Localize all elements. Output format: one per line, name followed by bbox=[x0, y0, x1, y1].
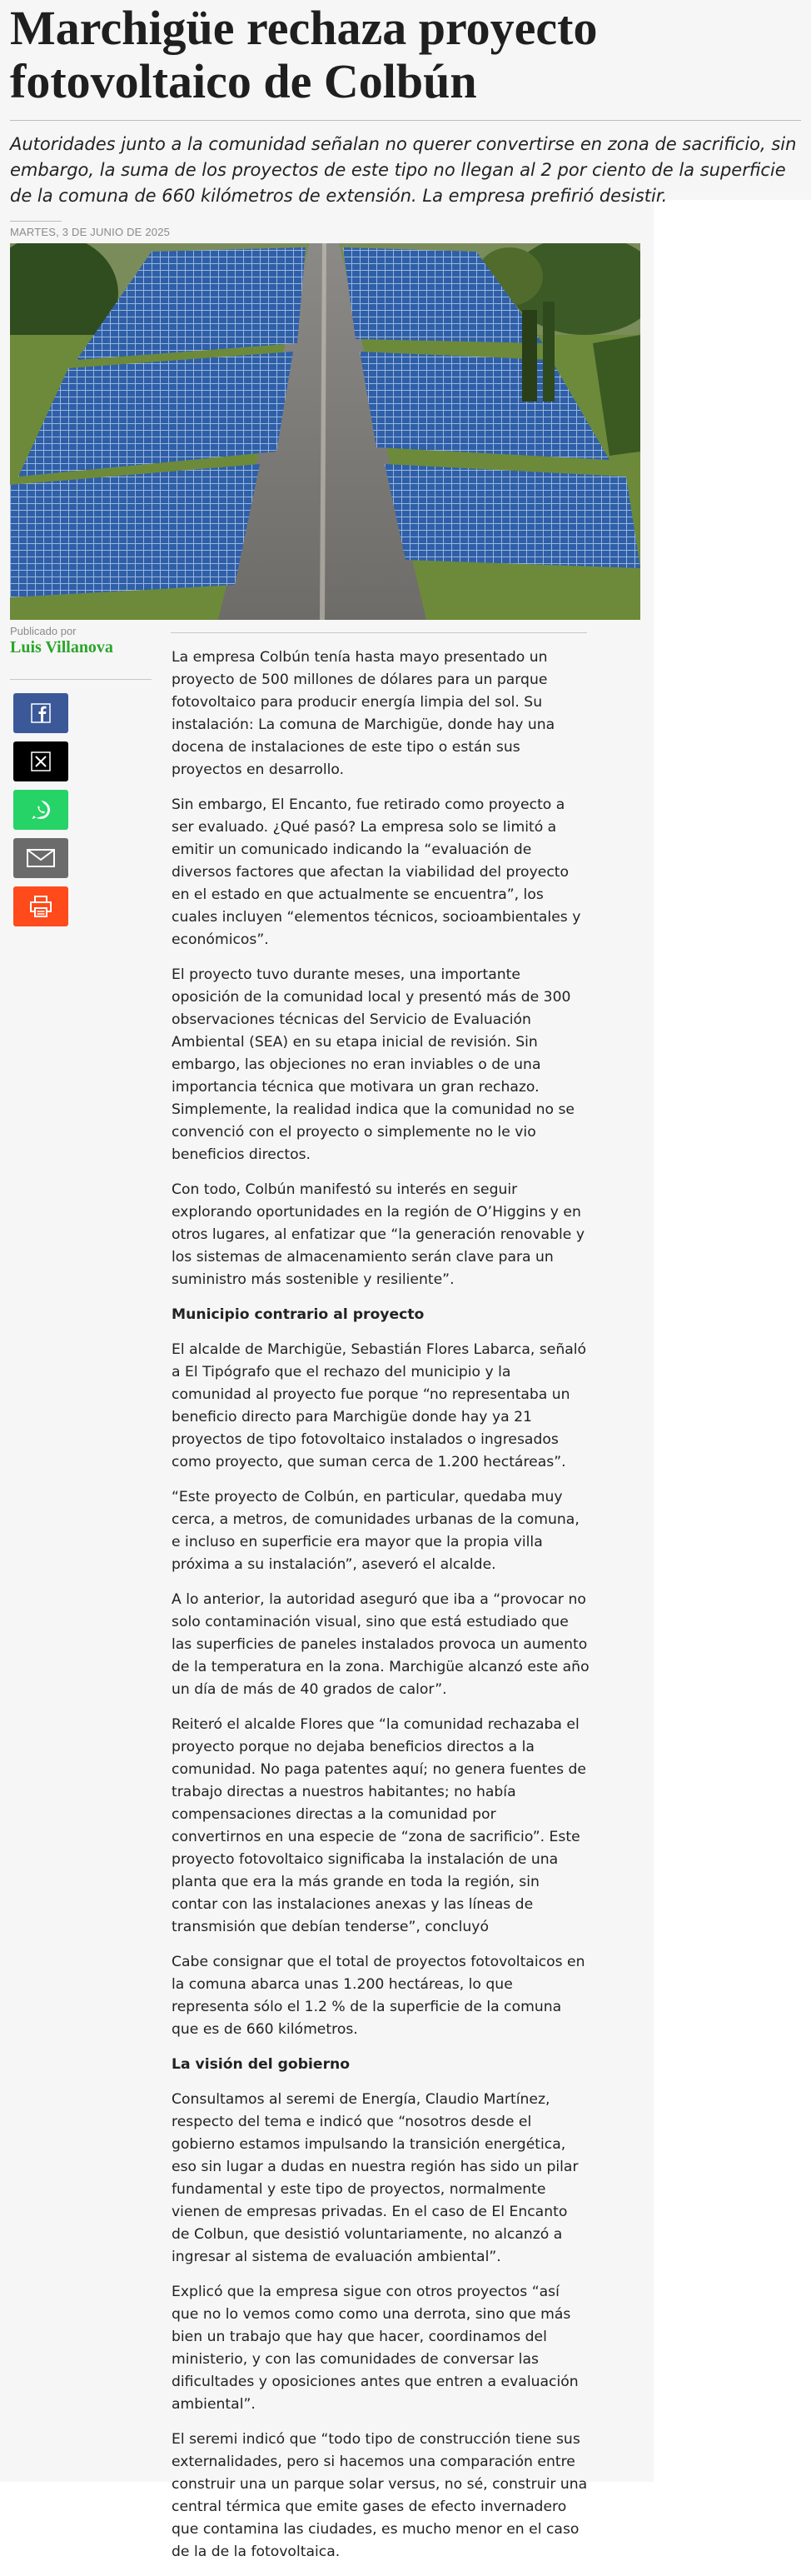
body-paragraph: “Este proyecto de Colbún, en particular, quedaba muy cerca, a metros, de comunidades urbanas de la comuna, e incluso en superficie era mayor que la propia villa próxima a su instalación”, aseveró el alcalde. bbox=[172, 1489, 580, 1573]
section-heading: Municipio contrario al proyecto bbox=[172, 1306, 425, 1323]
body-paragraph: La empresa Colbún tenía hasta mayo presentado un proyecto de 500 millones de dólares para un parque fotovoltaico para producir energía limpia del sol. Su instalación: La comuna de Marchigüe, donde hay una docena de instalaciones de este tipo o están sus proyectos en desarrollo. bbox=[172, 649, 555, 778]
body-paragraph: A lo anterior, la autoridad aseguró que iba a “provocar no solo contaminación visual, sino que está estudiado que las superficies de paneles instalados provoca un aumento de la temperatura en la zona. Marchigüe alcanzó este año un día de más de 40 grados de calor”. bbox=[172, 1591, 590, 1698]
body-paragraph: Reiteró el alcalde Flores que “la comunidad rechazaba el proyecto porque no dejaba beneficios directos a la comunidad. No paga patentes aquí; no genera fuentes de trabajo directas a nuestros habitantes; no había compensaciones directas a la comunidad por convertirnos en una especie de “zona de sacrificio”. Este proyecto fotovoltaico significaba la instalación de una planta que era la más grande en toda la región, sin contar con las instalaciones anexas y las líneas de transmisión que debían tenderse”, concluyó bbox=[172, 1716, 586, 1935]
facebook-icon bbox=[30, 702, 52, 724]
article-lead: Autoridades junto a la comunidad señalan no querer convertirse en zona de sacrificio, sin embargo, la suma de los proyectos de este tipo no llegan al 2 por ciento de la superficie de la comuna de 660 kilómetros de extensión. La empresa prefirió desistir. bbox=[10, 134, 797, 206]
article-title: Marchigüe rechaza proyecto fotovoltaico de Colbún bbox=[10, 1, 598, 108]
share-email-button[interactable] bbox=[13, 838, 68, 878]
author-link[interactable]: Luis Villanova bbox=[10, 638, 113, 656]
section-heading: La visión del gobierno bbox=[172, 2056, 351, 2073]
article-body bbox=[172, 646, 590, 2576]
body-paragraph: Con todo, Colbún manifestó su interés en seguir explorando oportunidades en la región de O’Higgins y en otros lugares, al enfatizar que “la generación renovable y los sistemas de almacenamiento serán clave para un suministro más sostenible y resiliente”. bbox=[172, 1181, 585, 1288]
share-facebook-button[interactable] bbox=[13, 693, 68, 733]
whatsapp-icon bbox=[29, 798, 52, 821]
share-x-button[interactable] bbox=[13, 741, 68, 781]
body-paragraph: Consultamos al seremi de Energía, Claudio Martínez, respecto del tema e indicó que “nosotros desde el gobierno estamos impulsando la transición energética, eso sin lugar a dudas en nuestra región has sido un pilar fundamental y este tipo de proyectos, normalmente vienen de empresas privadas. En el caso de El Encanto de Colbun, que desistió voluntariamente, no alcanzó a ingresar al sistema de evaluación ambiental”. bbox=[172, 2091, 579, 2265]
title-divider bbox=[10, 120, 801, 121]
date-divider bbox=[10, 221, 62, 222]
author-divider bbox=[10, 679, 152, 680]
solar-park-road-image bbox=[10, 243, 640, 620]
published-by-label: Publicado por bbox=[10, 625, 77, 637]
body-paragraph: Cabe consignar que el total de proyectos fotovoltaicos en la comuna abarca unas 1.200 hectáreas, lo que representa sólo el 1.2 % de la superficie de la comuna que es de 660 kilómetros. bbox=[172, 1954, 585, 2038]
body-paragraph: Sin embargo, El Encanto, fue retirado como proyecto a ser evaluado. ¿Qué pasó? La empresa solo se limitó a emitir un comunicado indicando la “evaluación de diversos factores que afectan la viabilidad del proyecto en el estado en que actualmente se encuentra”, los cuales incluyen “elementos técnicos, socioambientales y económicos”. bbox=[172, 796, 581, 948]
printer-icon bbox=[28, 894, 53, 919]
envelope-icon bbox=[27, 848, 55, 868]
body-paragraph: El seremi indicó que “todo tipo de construcción tiene sus externalidades, pero si hacemos una comparación entre construir una un parque solar versus, no sé, construir una central térmica que emite gases de efecto invernadero que contamina las ciudades, es mucho menor en el caso de la de la fotovoltaica. bbox=[172, 2431, 588, 2560]
article-photo bbox=[10, 243, 640, 620]
print-button[interactable] bbox=[13, 886, 68, 926]
body-top-divider bbox=[171, 632, 587, 633]
body-paragraph: El proyecto tuvo durante meses, una importante oposición de la comunidad local y presentó más de 300 observaciones técnicas del Servicio de Evaluación Ambiental (SEA) en su etapa inicial de revisión. Sin embargo, las objeciones no eran inviables o de una importancia técnica que motivara un gran rechazo. Simplemente, la realidad indica que la comunidad no se convenció con el proyecto o simplemente no le vio beneficios directos. bbox=[172, 966, 575, 1163]
body-paragraph: Explicó que la empresa sigue con otros proyectos “así que no lo vemos como como una derrota, sino que más bien un trabajo que hay que hacer, coordinamos del ministerio, y con las comunidades de conversar las dificultades y oposiciones antes que entren a evaluación ambiental”. bbox=[172, 2284, 579, 2413]
article-date: MARTES, 3 DE JUNIO DE 2025 bbox=[10, 226, 171, 238]
share-whatsapp-button[interactable] bbox=[13, 790, 68, 830]
x-icon bbox=[31, 751, 51, 771]
body-paragraph: El alcalde de Marchigüe, Sebastián Flores Labarca, señaló a El Tipógrafo que el rechazo del municipio y la comunidad al proyecto fue porque “no representaba un beneficio directo para Marchigüe donde hay ya 21 proyectos de tipo fotovoltaico instalados o ingresados como proyecto, que suman cerca de 1.200 hectáreas”. bbox=[172, 1341, 587, 1470]
